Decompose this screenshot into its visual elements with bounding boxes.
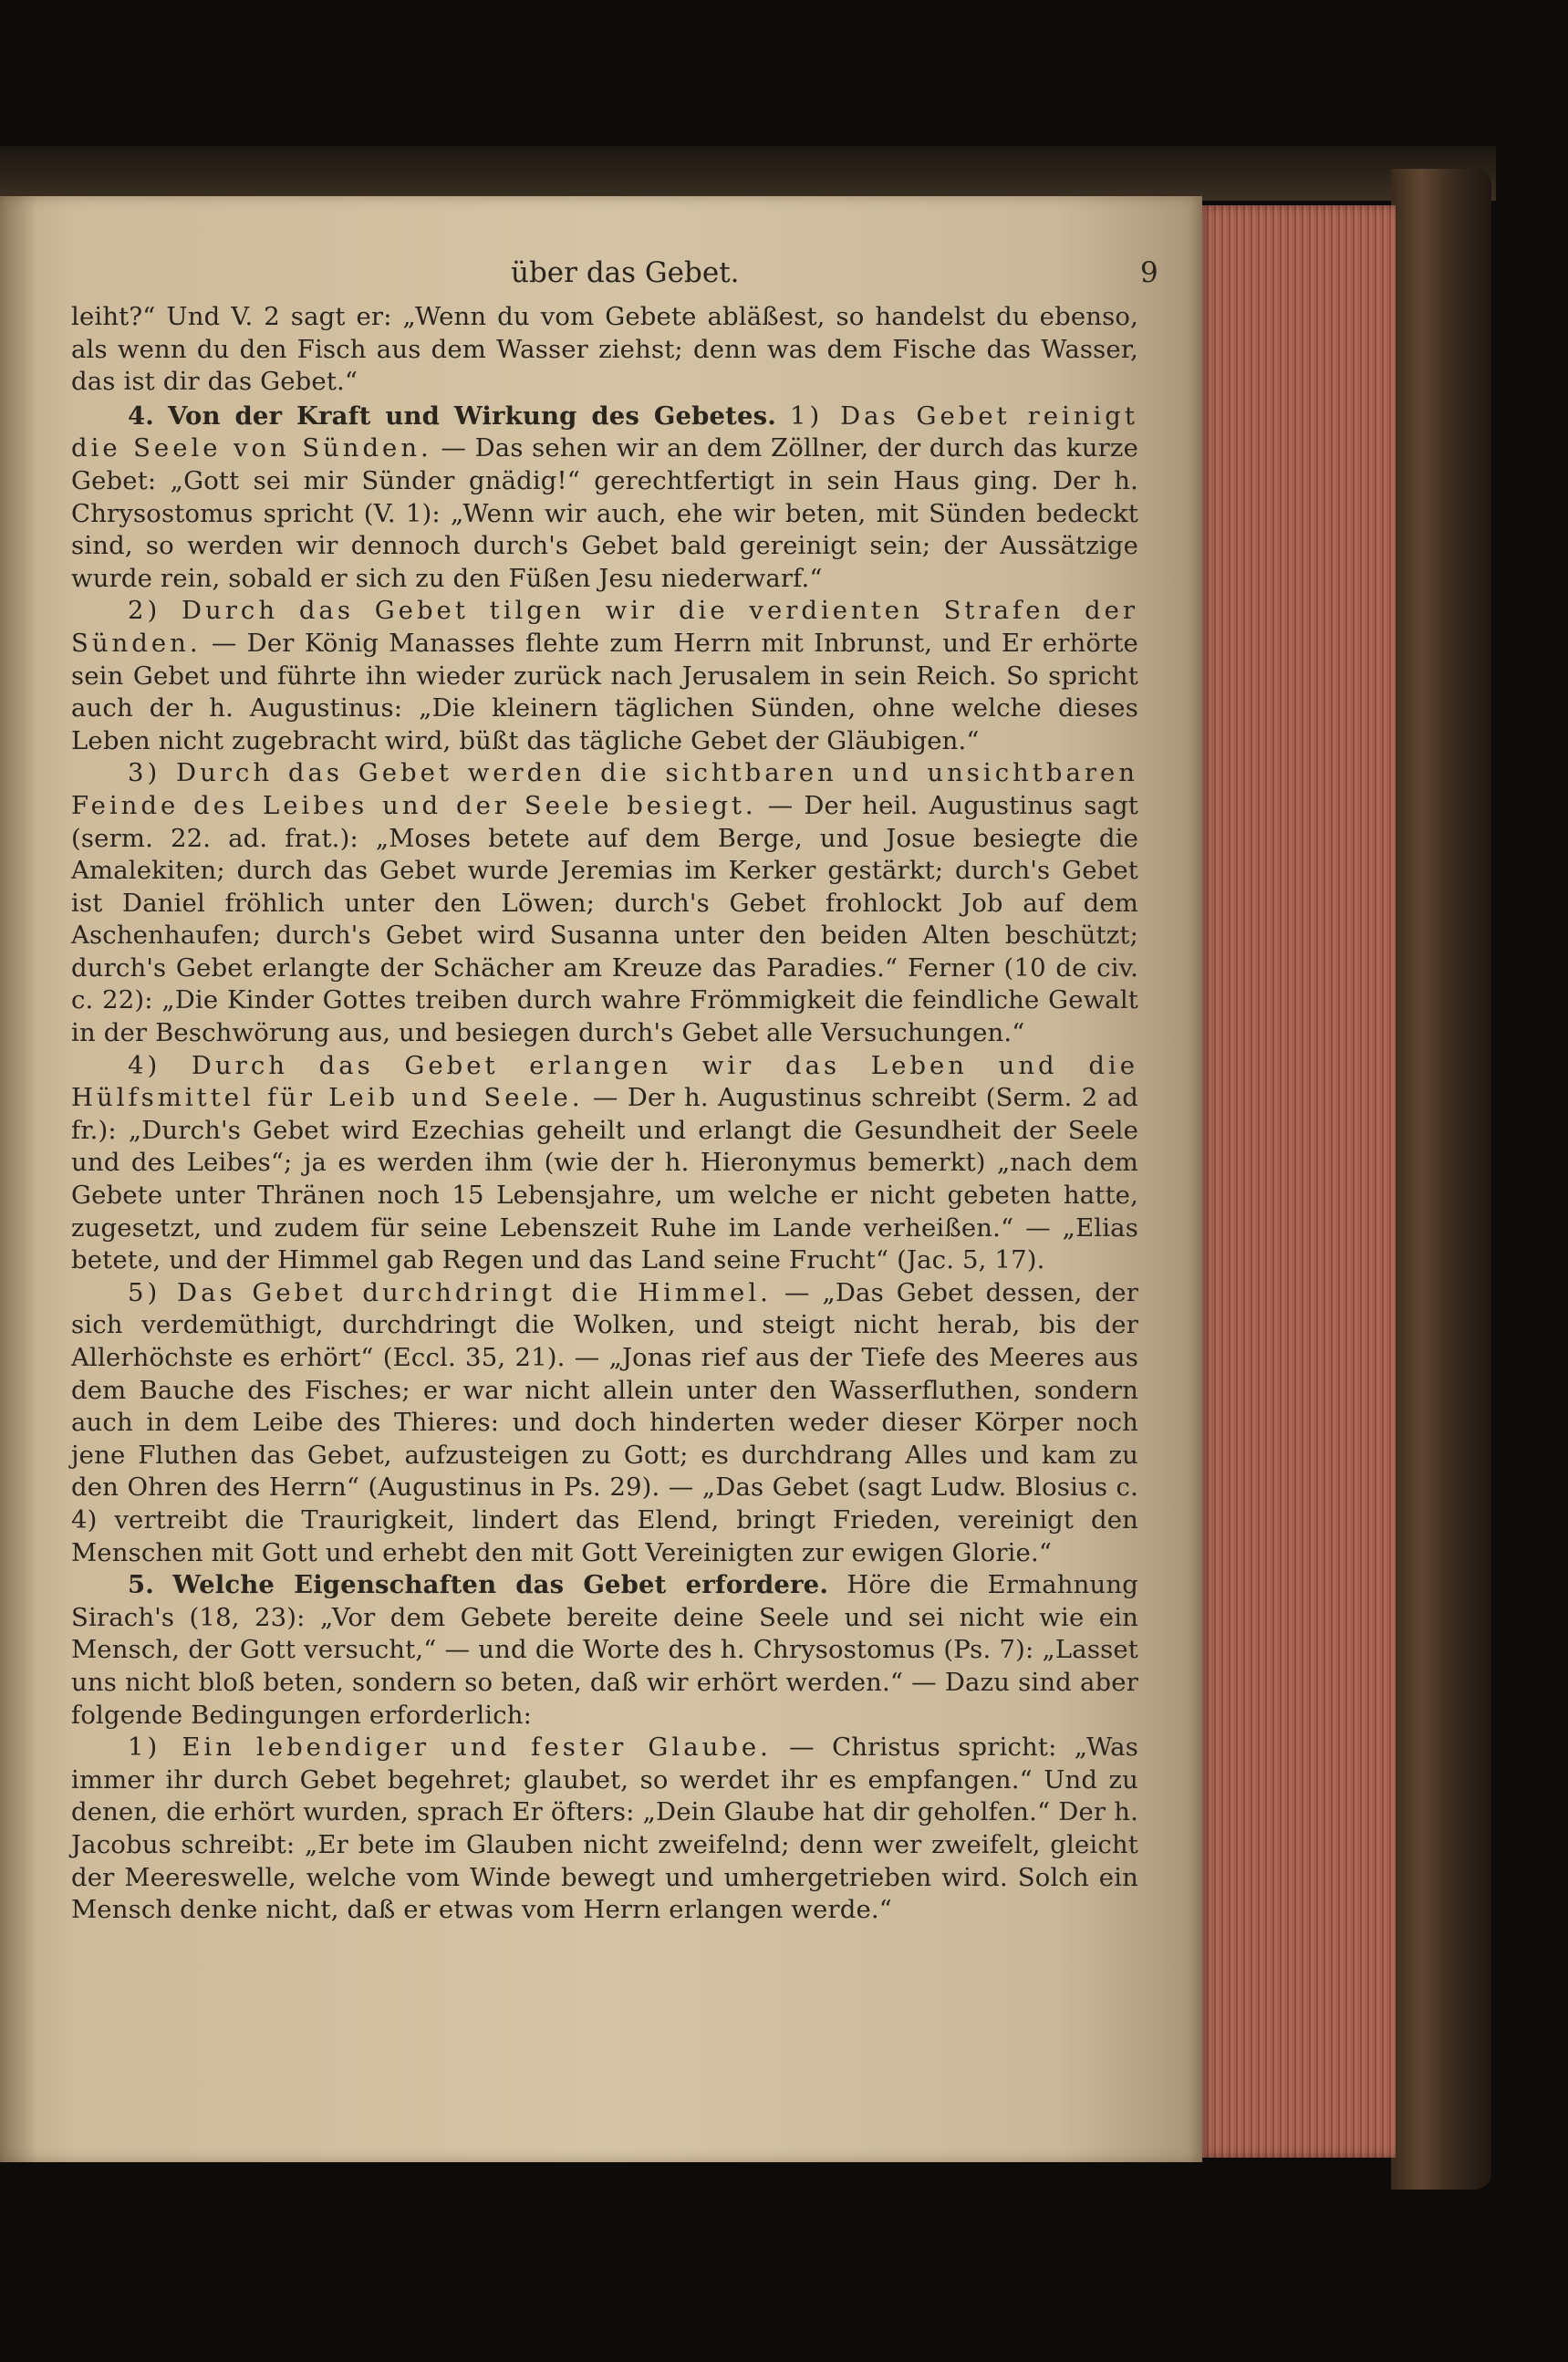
paragraph <box>71 595 1138 757</box>
running-head <box>0 256 1202 293</box>
paragraph-text: — Der h. Augustinus schreibt (Serm. 2 ad fr.): „Durch's Gebet wird Ezechias geheilt und erlangt die Gesundheit der Seele und des Leibes“; ja es werden ihm (wie der h. Hieronymus bemerkt) „nach dem Gebete unter Thränen noch 15 Lebensjahre, um welche er nicht gebeten hatte, zugesetzt, und zudem für seine Lebenszeit Ruhe im Lande verheißen.“ — „Elias betete, und der Himmel gab Regen und das Land seine Frucht“ (Jac. 5, 17). <box>71 1083 1138 1275</box>
section-paragraph <box>71 1569 1138 1732</box>
point-lead: 2) Durch das Gebet tilgen wir die verdienten Strafen der Sünden. <box>71 596 1138 658</box>
point-lead: 4) Durch das Gebet erlangen wir das Leben und die Hülfsmittel für Leib und Seele. <box>71 1050 1138 1113</box>
section-paragraph <box>71 401 1138 596</box>
paragraph-text: — Das sehen wir an dem Zöllner, der durch das kurze Gebet: „Gott sei mir Sünder gnädig!“ gerechtfertigt in sein Haus ging. Der h. Chrysostomus spricht (V. 1): „Wenn wir auch, ehe wir beten, mit Sünden bedeckt sind, so werden wir dennoch durch's Gebet bald gereinigt sein; der Aussätzige wurde rein, sobald er sich zu den Füßen Jesu niederwarf.“ <box>71 433 1138 593</box>
paragraph-text: — Christus spricht: „Was immer ihr durch Gebet begehret; glaubet, so werdet ihr es empfangen.“ Und zu denen, die erhört wurden, sprach Er öfters: „Dein Glaube hat dir geholfen.“ Der h. Jacobus schreibt: „Er bete im Glauben nicht zweifelnd; denn wer zweifelt, gleicht der Meereswelle, welche vom Winde bewegt und umhergetrieben wird. Solch ein Mensch denke nicht, daß er etwas vom Herrn erlangen werde.“ <box>71 1732 1138 1925</box>
point-lead: 3) Durch das Gebet werden die sichtbaren und unsichtbaren Feinde des Leibes und der Seele besiegt. <box>71 758 1138 820</box>
book-binding <box>1391 169 1491 2190</box>
paragraph-text: leiht?“ Und V. 2 sagt er: „Wenn du vom Gebete abläßest, so handelst du ebenso, als wenn du den Fisch aus dem Wasser ziehst; denn was dem Fische das Wasser, das ist dir das Gebet.“ <box>71 302 1138 397</box>
paragraph-text: — „Das Gebet dessen, der sich verdemüthigt, durchdringt die Wolken, und steigt nicht herab, bis der Allerhöchste es erhört“ (Eccl. 35, 21). — „Jonas rief aus der Tiefe des Meeres aus dem Bauche des Fisches; er war nicht allein unter den Wasserfluthen, sondern auch in dem Leibe des Thieres: und doch hinderten weder dieser Körper noch jene Fluthen das Gebet, aufzusteigen zu Gott; es durchdrang Alles und kam zu den Ohren des Herrn“ (Augustinus in Ps. 29). — „Das Gebet (sagt Ludw. Blosius c. 4) vertreibt die Traurigkeit, lindert das Elend, bringt Frieden, vereinigt den Menschen mit Gott und erhebt den mit Gott Vereinigten zur ewigen Glorie.“ <box>71 1277 1138 1567</box>
point-lead: 1) Das Gebet reinigt die Seele von Sünden. <box>71 401 1138 463</box>
page-edges <box>1197 205 1396 2158</box>
body-text <box>71 301 1138 1927</box>
running-title: über das Gebet. <box>511 256 740 289</box>
paragraph <box>71 1277 1138 1569</box>
book-page <box>0 196 1202 2162</box>
paragraph-text: — Der König Manasses flehte zum Herrn mit Inbrunst, und Er erhörte sein Gebet und führte ihn wieder zurück nach Jerusalem in sein Reich. So spricht auch der h. Augustinus: „Die kleinern täglichen Sünden, ohne welche dieses Leben nicht zugebracht wird, büßt das tägliche Gebet der Gläubigen.“ <box>71 628 1138 755</box>
book-cover-top <box>0 146 1496 201</box>
point-lead: 5) Das Gebet durchdringt die Himmel. <box>128 1277 772 1307</box>
page-number: 9 <box>1140 256 1158 289</box>
paragraph-text: — Der heil. Augustinus sagt (serm. 22. ad. frat.): „Moses betete auf dem Berge, und Josue besiegte die Amalekiten; durch das Gebet wurde Jeremias im Kerker gestärkt; durch's Gebet ist Daniel fröhlich unter den Löwen; durch's Gebet frohlockt Job auf dem Aschenhaufen; durch's Gebet wird Susanna unter den beiden Alten beschützt; durch's Gebet erlangte der Schächer am Kreuze das Paradies.“ Ferner (10 de civ. c. 22): „Die Kinder Gottes treiben durch wahre Frömmigkeit die feindliche Gewalt in der Beschwörung aus, und besiegen durch's Gebet alle Versuchungen.“ <box>71 790 1138 1048</box>
point-lead: 1) Ein lebendiger und fester Glaube. <box>128 1732 772 1763</box>
paragraph <box>71 1732 1138 1927</box>
gutter-shadow <box>0 196 36 2162</box>
paragraph-text: Höre die Ermahnung Sirach's (18, 23): „Vor dem Gebete bereite deine Seele und sei nicht wie ein Mensch, der Gott versucht,“ — und die Worte des h. Chrysostomus (Ps. 7): „Lasset uns nicht bloß beten, sondern so beten, daß wir erhört werden.“ — Dazu sind aber folgende Bedingungen erforderlich: <box>71 1570 1138 1730</box>
paragraph <box>71 757 1138 1049</box>
section-heading: Von der Kraft und Wirkung des Gebetes. <box>168 401 777 431</box>
section-number: 5. <box>128 1570 155 1600</box>
paragraph <box>71 301 1138 399</box>
section-heading: Welche Eigenschaften das Gebet erfordere. <box>172 1570 829 1600</box>
section-number: 4. <box>128 401 155 431</box>
paragraph <box>71 1050 1138 1277</box>
